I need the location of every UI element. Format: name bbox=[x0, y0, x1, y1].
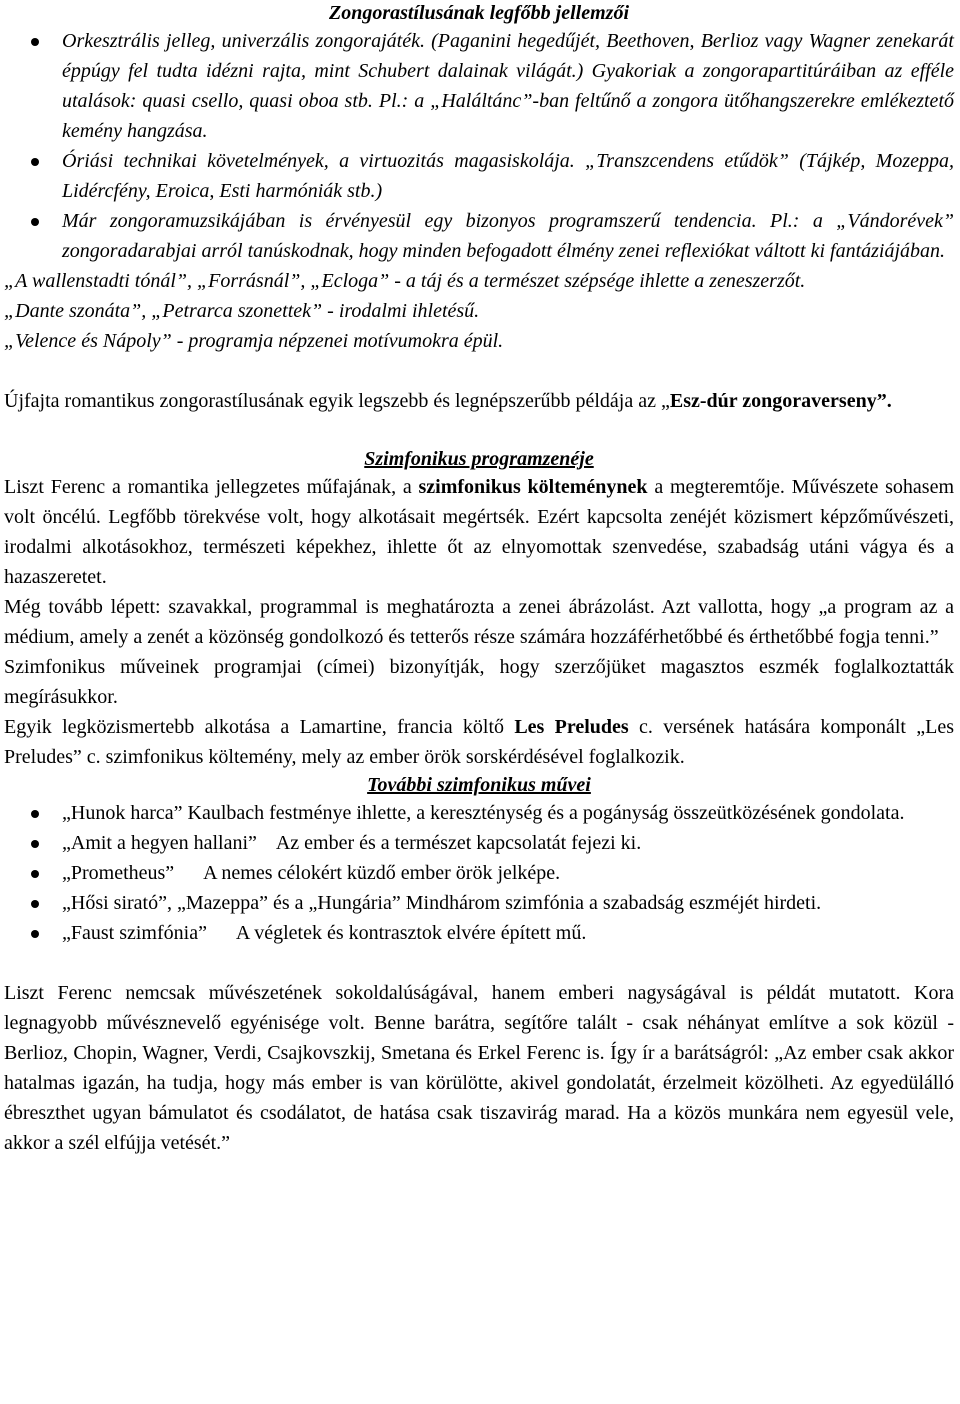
bullet-icon bbox=[31, 930, 39, 938]
list-item: „Prometheus” A nemes célokért küzdő ember örök jelképe. bbox=[4, 858, 954, 888]
bullet-icon bbox=[31, 840, 39, 848]
example-line: „A wallenstadti tónál”, „Forrásnál”, „Ecloga” - a táj és a természet szépsége ihlette a zeneszerzőt. bbox=[4, 270, 806, 292]
section-heading-piano-style: Zongorastílusának legfőbb jellemzői bbox=[328, 2, 630, 24]
section-heading-other-works: További szimfonikus művei bbox=[367, 774, 591, 796]
example-line: „Velence és Nápoly” - programja népzenei motívumokra épül. bbox=[4, 330, 504, 352]
list-item: „Hunok harca” Kaulbach festménye ihlette, a kereszténység és a pogányság összeütközésének gondolata. bbox=[4, 798, 954, 828]
paragraph: Még tovább lépett: szavakkal, programmal is meghatározta a zenei ábrázolást. Azt vallotta, hogy „a program az a médium, amely a zenét a közönség gondolkozó és tetterős része számára hozzáférhetőbbé és érthetőbbé fogja tenni.” bbox=[4, 596, 954, 648]
list-item: Óriási technikai követelmények, a virtuozitás magasiskolája. „Transzcendens etűdök” (Tájkép, Mozeppa, Lidércfény, Eroica, Esti harmóniák stb.) bbox=[4, 146, 954, 206]
list-item: „Amit a hegyen hallani” Az ember és a természet kapcsolatát fejezi ki. bbox=[4, 828, 954, 858]
document-page bbox=[4, 0, 954, 1158]
bullet-icon bbox=[31, 158, 39, 166]
example-line: „Dante szonáta”, „Petrarca szonettek” - irodalmi ihletésű. bbox=[4, 300, 480, 322]
bullet-icon bbox=[31, 38, 39, 46]
paragraph: Liszt Ferenc a romantika jellegzetes műfajának, a szimfonikus költeménynek a megteremtője. Művészete sohasem volt öncélú. Legfőbb törekvése volt, hogy alkotásait megértsék. Ezért kapcsolta zenéjét közismert képzőművészeti, irodalmi alkotásokhoz, természeti képekhez, ihlette őt az elnyomottak szenvedése, szabadság utáni vágya és a hazaszeretet. bbox=[4, 476, 955, 588]
list-item: „Faust szimfónia” A végletek és kontrasztok elvére épített mű. bbox=[4, 918, 954, 948]
bullet-icon bbox=[31, 810, 39, 818]
list-item: „Hősi sirató”, „Mazeppa” és a „Hungária” Mindhárom szimfónia a szabadság eszméjét hirdeti. bbox=[4, 888, 954, 918]
list-item: Már zongoramuzsikájában is érvényesül egy bizonyos programszerű tendencia. Pl.: a „Vándorévek” zongoradarabjai arról tanúskodnak, hogy minden befogadott élmény zenei reflexiókat váltott ki fantáziájában. bbox=[4, 206, 954, 266]
bullet-icon bbox=[31, 900, 39, 908]
concerto-paragraph: Újfajta romantikus zongorastílusának egyik legszebb és legnépszerűbb példája az „Esz-dúr zongoraverseny”. bbox=[4, 390, 892, 412]
piano-style-list bbox=[4, 26, 954, 266]
symphonic-works-list bbox=[4, 798, 954, 948]
closing-paragraph: Liszt Ferenc nemcsak művészetének sokoldalúságával, hanem emberi nagyságával is példát mutatott. Kora legnagyobb művésznevelő egyénisége volt. Benne barátra, segítőre talált - csak néhányat említve a sok közül - Berlioz, Chopin, Wagner, Verdi, Csajkovszkij, Smetana és Erkel Ferenc is. Így ír a barátságról: „Az ember csak akkor hatalmas igazán, ha tudja, hogy más ember is van körülötte, akivel gondolatát, érzelmeit közölheti. Az egyedülálló ébreszthet ugyan bámulatot és csodálatot, de hatása csak tiszavirág marad. Ha a közös munkára nem egyesül vele, akkor a szél elfújja vetését.” bbox=[4, 982, 954, 1154]
section-heading-symphonic: Szimfonikus programzenéje bbox=[364, 448, 594, 470]
bullet-icon bbox=[31, 218, 39, 226]
bullet-icon bbox=[31, 870, 39, 878]
list-item: Orkesztrális jelleg, univerzális zongorajáték. (Paganini hegedűjét, Beethoven, Berlioz vagy Wagner zenekarát éppúgy fel tudta idézni rajta, mint Schubert dalainak világát.) Gyakoriak a zongorapartitúráiban az efféle utalások: quasi csello, quasi oboa stb. Pl.: a „Haláltánc”-ban feltűnő a zongora ütőhangszerekre emlékeztető kemény hangzása. bbox=[4, 26, 954, 146]
paragraph: Szimfonikus műveinek programjai (címei) bizonyítják, hogy szerzőjüket magasztos eszmék foglalkoztatták megírásukkor. bbox=[4, 656, 954, 708]
paragraph: Egyik legközismertebb alkotása a Lamartine, francia költő Les Preludes c. versének hatására komponált „Les Preludes” c. szimfonikus költemény, mely az ember örök sorskérdésével foglalkozik. bbox=[4, 716, 955, 768]
